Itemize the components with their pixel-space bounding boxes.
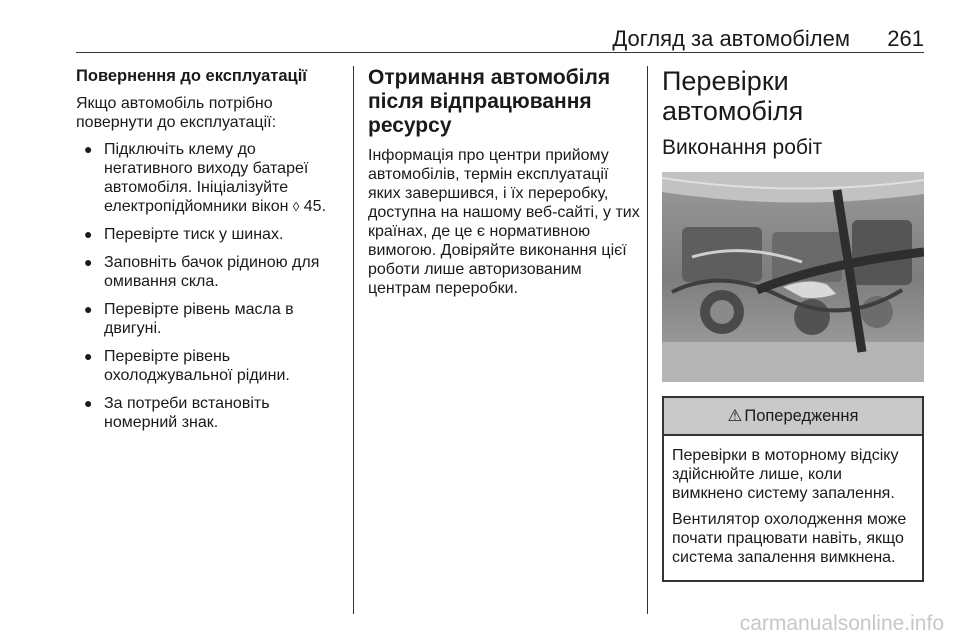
list-item: [76, 253, 344, 291]
list-item: [76, 300, 344, 338]
recycling-text: Інформація про центри прийому автомобілів, термін експлуатації яких завершився, і їх переробку, доступна на нашому веб-сайті, у тих країнах, де це є нормативною вимогою. Довіряйте виконання цієї роботи лише авторизованим центрам переробки.: [368, 147, 640, 297]
list-item: [76, 140, 344, 216]
column-left: [76, 66, 344, 441]
chapter-title: Перевірки автомобіля: [662, 66, 804, 126]
warning-box: [662, 396, 924, 582]
page-header: [76, 26, 924, 52]
page-ref-icon: ◊: [292, 199, 300, 214]
warning-body: [664, 436, 922, 580]
engine-bay-photo: [662, 172, 924, 382]
column-divider-2: [647, 66, 648, 614]
bullet-icon: ●: [84, 254, 93, 270]
column-right: [662, 66, 924, 582]
list-item-text: Перевірте рівень охолоджувальної рідини.: [104, 348, 290, 384]
watermark: carmanualsonline.info: [739, 612, 944, 635]
page-ref-link[interactable]: 45.: [303, 198, 327, 215]
warning-header: [664, 398, 922, 436]
header-rule: [76, 52, 924, 53]
intro-text: Якщо автомобіль потрібно повернути до експлуатації:: [76, 95, 277, 131]
subsection-title: Виконання робіт: [662, 136, 823, 159]
column-divider-1: [353, 66, 354, 614]
list-item: [76, 225, 344, 244]
list-item-text: Підключіть клему до негативного виходу батареї автомобіля. Ініціалізуйте електропідйомники вікон: [104, 141, 309, 215]
bullet-icon: ●: [84, 301, 93, 317]
column-middle: [368, 66, 640, 306]
page-number: 261: [887, 26, 924, 51]
list-item-text: Перевірте тиск у шинах.: [104, 226, 284, 243]
section-heading-recycling: Отримання автомобіля після відпрацювання ресурсу: [368, 66, 611, 137]
checklist: [76, 140, 344, 432]
bullet-icon: ●: [84, 141, 93, 157]
engine-bay-illustration: [662, 172, 924, 382]
warning-title: Попередження: [744, 407, 859, 425]
list-item: [76, 347, 344, 385]
list-item-text: За потреби встановіть номерний знак.: [104, 395, 270, 431]
bullet-icon: ●: [84, 348, 93, 364]
section-heading-return: Повернення до експлуатації: [76, 67, 307, 85]
warning-paragraph-1: Перевірки в моторному відсіку здійснюйте лише, коли вимкнено систему запалення.: [672, 447, 899, 502]
list-item-text: Заповніть бачок рідиною для омивання скла.: [104, 254, 320, 290]
list-item-text: Перевірте рівень масла в двигуні.: [104, 301, 294, 337]
list-item: [76, 394, 344, 432]
header-title: Догляд за автомобілем: [612, 26, 850, 51]
warning-icon: ⚠: [727, 407, 743, 425]
warning-paragraph-2: Вентилятор охолодження може почати працювати навіть, якщо система запалення вимкнена.: [672, 511, 907, 566]
bullet-icon: ●: [84, 395, 93, 411]
bullet-icon: ●: [84, 226, 93, 242]
